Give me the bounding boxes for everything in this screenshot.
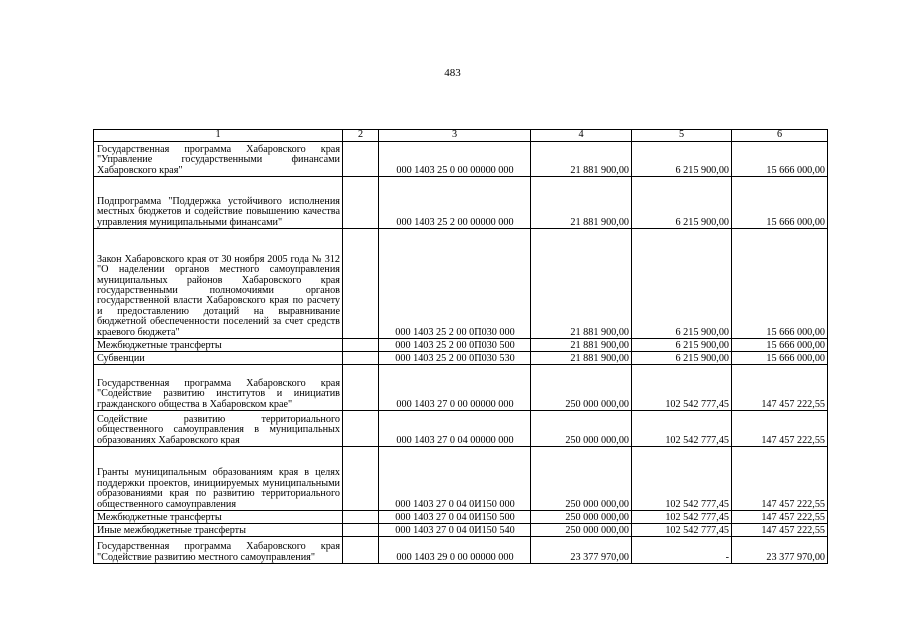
- row-col2: [343, 537, 379, 564]
- row-col2: [343, 352, 379, 365]
- row-value-5: 6 215 900,00: [632, 339, 732, 352]
- row-code: 000 1403 29 0 00 00000 000: [379, 537, 531, 564]
- row-name: Содействие развитию территориального общественного самоуправления в муниципальных образованиях Хабаровского края: [94, 411, 343, 447]
- table-row: [94, 365, 828, 411]
- row-name: Субвенции: [94, 352, 343, 365]
- table-row: [94, 411, 828, 447]
- row-value-5: 6 215 900,00: [632, 352, 732, 365]
- table-header-row: [94, 130, 828, 142]
- row-code: 000 1403 25 0 00 00000 000: [379, 142, 531, 177]
- row-value-4: 21 881 900,00: [531, 142, 632, 177]
- row-code: 000 1403 27 0 04 0И150 500: [379, 511, 531, 524]
- row-col2: [343, 511, 379, 524]
- column-header: 5: [632, 130, 732, 142]
- row-code: 000 1403 27 0 04 0И150 000: [379, 447, 531, 511]
- table-row: [94, 352, 828, 365]
- budget-table: [93, 129, 828, 564]
- row-value-6: 15 666 000,00: [732, 142, 828, 177]
- row-value-6: 147 457 222,55: [732, 511, 828, 524]
- row-name: Межбюджетные трансферты: [94, 511, 343, 524]
- row-code: 000 1403 25 2 00 0П030 000: [379, 229, 531, 339]
- row-value-4: 250 000 000,00: [531, 365, 632, 411]
- column-header: 2: [343, 130, 379, 142]
- table-row: [94, 511, 828, 524]
- row-code: 000 1403 25 2 00 0П030 500: [379, 339, 531, 352]
- row-value-6: 15 666 000,00: [732, 339, 828, 352]
- row-value-5: 102 542 777,45: [632, 365, 732, 411]
- row-value-4: 21 881 900,00: [531, 352, 632, 365]
- row-value-5: 6 215 900,00: [632, 177, 732, 229]
- row-col2: [343, 411, 379, 447]
- row-value-6: 147 457 222,55: [732, 365, 828, 411]
- column-header: 4: [531, 130, 632, 142]
- row-name: Государственная программа Хабаровского края "Содействие развитию институтов и инициатив гражданского общества в Хабаровском крае": [94, 365, 343, 411]
- row-value-6: 23 377 970,00: [732, 537, 828, 564]
- row-col2: [343, 524, 379, 537]
- row-name: Государственная программа Хабаровского края "Управление государственными финансами Хабаровского края": [94, 142, 343, 177]
- row-value-4: 21 881 900,00: [531, 339, 632, 352]
- table-row: [94, 142, 828, 177]
- row-value-5: 102 542 777,45: [632, 447, 732, 511]
- row-value-4: 21 881 900,00: [531, 229, 632, 339]
- table-row: [94, 177, 828, 229]
- table-row: [94, 537, 828, 564]
- row-code: 000 1403 25 2 00 00000 000: [379, 177, 531, 229]
- row-value-5: 6 215 900,00: [632, 229, 732, 339]
- row-value-6: 15 666 000,00: [732, 177, 828, 229]
- row-value-6: 15 666 000,00: [732, 352, 828, 365]
- row-code: 000 1403 27 0 04 00000 000: [379, 411, 531, 447]
- column-header: 3: [379, 130, 531, 142]
- row-col2: [343, 229, 379, 339]
- row-col2: [343, 177, 379, 229]
- table-row: [94, 524, 828, 537]
- row-col2: [343, 365, 379, 411]
- row-value-6: 15 666 000,00: [732, 229, 828, 339]
- row-value-5: -: [632, 537, 732, 564]
- table-row: [94, 447, 828, 511]
- row-name: Гранты муниципальным образованиям края в целях поддержки проектов, инициируемых муниципальными образованиями края по развитию территориального общественного самоуправления: [94, 447, 343, 511]
- page-number: 483: [444, 67, 461, 79]
- row-value-4: 250 000 000,00: [531, 447, 632, 511]
- row-name: Иные межбюджетные трансферты: [94, 524, 343, 537]
- row-name: Подпрограмма "Поддержка устойчивого исполнения местных бюджетов и содействие повышению качества управления муниципальными финансами": [94, 177, 343, 229]
- row-value-4: 21 881 900,00: [531, 177, 632, 229]
- row-code: 000 1403 25 2 00 0П030 530: [379, 352, 531, 365]
- row-value-4: 250 000 000,00: [531, 411, 632, 447]
- row-value-4: 250 000 000,00: [531, 524, 632, 537]
- row-value-5: 102 542 777,45: [632, 411, 732, 447]
- row-value-6: 147 457 222,55: [732, 411, 828, 447]
- row-col2: [343, 142, 379, 177]
- column-header: 6: [732, 130, 828, 142]
- row-col2: [343, 447, 379, 511]
- row-value-5: 6 215 900,00: [632, 142, 732, 177]
- row-name: Закон Хабаровского края от 30 ноября 2005 года № 312 "О наделении органов местного самоуправления муниципальных районов Хабаровского края государственными полномочиями органов государственной власти Хабаровского края по расчету и предоставлению дотаций на выравнивание бюджетной обеспеченности поселений за счет средств краевого бюджета": [94, 229, 343, 339]
- row-value-4: 250 000 000,00: [531, 511, 632, 524]
- column-header: 1: [94, 130, 343, 142]
- row-name: Государственная программа Хабаровского края "Содействие развитию местного самоуправления": [94, 537, 343, 564]
- row-value-5: 102 542 777,45: [632, 511, 732, 524]
- row-value-4: 23 377 970,00: [531, 537, 632, 564]
- row-name: Межбюджетные трансферты: [94, 339, 343, 352]
- table-row: [94, 229, 828, 339]
- row-value-6: 147 457 222,55: [732, 524, 828, 537]
- row-value-6: 147 457 222,55: [732, 447, 828, 511]
- row-code: 000 1403 27 0 04 0И150 540: [379, 524, 531, 537]
- row-col2: [343, 339, 379, 352]
- row-value-5: 102 542 777,45: [632, 524, 732, 537]
- row-code: 000 1403 27 0 00 00000 000: [379, 365, 531, 411]
- table-row: [94, 339, 828, 352]
